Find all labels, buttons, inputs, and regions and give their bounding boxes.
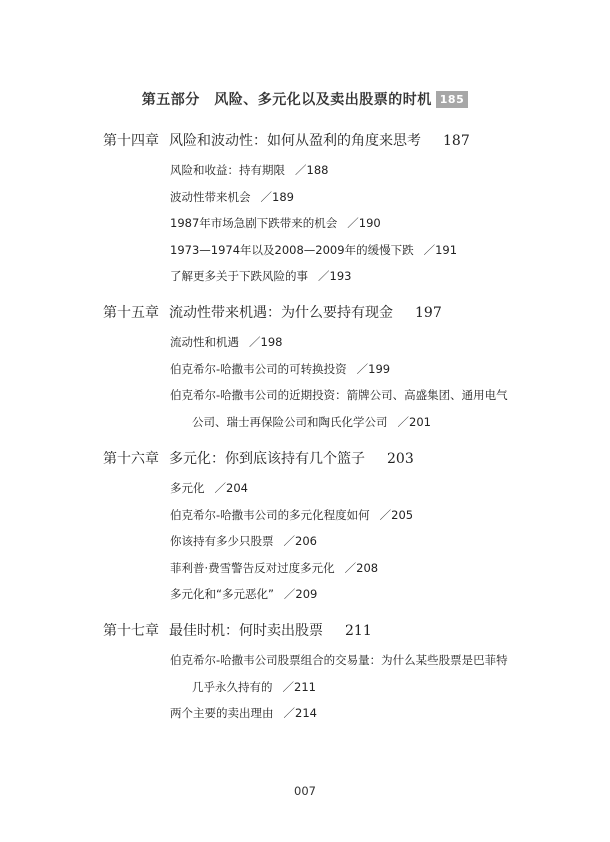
chapter-number: 第十五章 bbox=[103, 305, 159, 321]
section-page: ／209 bbox=[283, 587, 318, 601]
section-page: ／191 bbox=[423, 242, 458, 257]
chapter-page: 197 bbox=[415, 305, 442, 321]
section-title: 多元化 bbox=[170, 481, 205, 495]
chapter-15 bbox=[103, 303, 583, 435]
section-title: 两个主要的卖出理由 bbox=[170, 706, 274, 720]
section-page: ／188 bbox=[295, 163, 329, 177]
chapter-number: 第十四章 bbox=[103, 133, 159, 149]
section-list bbox=[170, 157, 583, 290]
section-page: ／204 bbox=[214, 481, 248, 495]
section-list bbox=[170, 475, 583, 608]
section-title: 伯克希尔-哈撒韦公司股票组合的交易量：为什么某些股票是巴菲特 bbox=[170, 653, 508, 667]
part-title: 第五部分 风险、多元化以及卖出股票的时机 bbox=[141, 92, 432, 108]
section-entry[interactable] bbox=[170, 210, 583, 237]
section-title-continued bbox=[170, 409, 583, 436]
section-page: ／190 bbox=[347, 216, 381, 230]
chapter-title: 最佳时机：何时卖出股票 bbox=[169, 623, 323, 639]
section-page: ／211 bbox=[282, 679, 316, 694]
section-entry[interactable] bbox=[170, 700, 583, 727]
section-page: ／214 bbox=[283, 706, 317, 720]
section-page: ／208 bbox=[344, 560, 379, 575]
section-page: ／201 bbox=[397, 414, 431, 429]
chapter-title: 多元化：你到底该持有几个篮子 bbox=[169, 451, 365, 467]
section-page: ／199 bbox=[356, 361, 391, 376]
section-entry[interactable] bbox=[170, 184, 583, 211]
section-page: ／205 bbox=[379, 507, 414, 522]
chapter-page: 187 bbox=[443, 133, 470, 149]
chapter-heading[interactable] bbox=[103, 621, 583, 641]
chapter-title: 流动性带来机遇：为什么要持有现金 bbox=[169, 305, 393, 321]
chapter-title: 风险和波动性：如何从盈利的角度来思考 bbox=[169, 133, 421, 149]
part-heading bbox=[0, 89, 610, 109]
section-entry[interactable] bbox=[170, 237, 583, 264]
section-entry[interactable] bbox=[170, 382, 583, 435]
section-entry[interactable] bbox=[170, 356, 583, 383]
section-page: ／193 bbox=[318, 269, 352, 283]
section-title: 风险和收益：持有期限 bbox=[170, 163, 285, 177]
section-list bbox=[170, 647, 583, 727]
section-title-cont-text: 公司、瑞士再保险公司和陶氏化学公司 bbox=[192, 414, 388, 429]
section-title-cont-text: 几乎永久持有的 bbox=[192, 679, 273, 694]
section-entry[interactable] bbox=[170, 528, 583, 555]
section-title: 伯克希尔-哈撒韦公司的多元化程度如何 bbox=[170, 507, 370, 522]
section-entry[interactable] bbox=[170, 647, 583, 700]
chapter-heading[interactable] bbox=[103, 131, 583, 151]
chapter-17 bbox=[103, 621, 583, 727]
part-page-badge: 185 bbox=[436, 91, 468, 108]
section-entry[interactable] bbox=[170, 329, 583, 356]
section-entry[interactable] bbox=[170, 475, 583, 502]
chapter-heading[interactable] bbox=[103, 449, 583, 469]
chapter-number: 第十七章 bbox=[103, 623, 159, 639]
section-title: 伯克希尔-哈撒韦公司的可转换投资 bbox=[170, 361, 347, 376]
section-title: 1987年市场急剧下跌带来的机会 bbox=[170, 216, 338, 230]
page-number: 007 bbox=[294, 784, 316, 798]
chapter-page: 211 bbox=[345, 623, 372, 639]
section-title: 你该持有多少只股票 bbox=[170, 534, 274, 548]
section-entry[interactable] bbox=[170, 502, 583, 529]
chapter-page: 203 bbox=[387, 451, 414, 467]
section-title: 伯克希尔-哈撒韦公司的近期投资：箭牌公司、高盛集团、通用电气 bbox=[170, 388, 508, 402]
chapter-heading[interactable] bbox=[103, 303, 583, 323]
chapter-number: 第十六章 bbox=[103, 451, 159, 467]
section-page: ／206 bbox=[283, 534, 317, 548]
section-title: 流动性和机遇 bbox=[170, 335, 239, 349]
section-title: 了解更多关于下跌风险的事 bbox=[170, 269, 308, 283]
section-entry[interactable] bbox=[170, 157, 583, 184]
section-title: 波动性带来机会 bbox=[170, 189, 251, 204]
chapter-14 bbox=[103, 131, 583, 290]
section-title: 菲利普·费雪警告反对过度多元化 bbox=[170, 560, 335, 575]
section-page: ／198 bbox=[249, 335, 283, 349]
chapter-16 bbox=[103, 449, 583, 608]
section-entry[interactable] bbox=[170, 263, 583, 290]
section-entry[interactable] bbox=[170, 555, 583, 582]
section-title: 多元化和“多元恶化” bbox=[170, 587, 274, 601]
section-title-continued bbox=[170, 674, 583, 701]
section-title: 1973—1974年以及2008—2009年的缓慢下跌 bbox=[170, 242, 414, 257]
section-entry[interactable] bbox=[170, 581, 583, 608]
section-list bbox=[170, 329, 583, 435]
section-page: ／189 bbox=[260, 189, 294, 204]
